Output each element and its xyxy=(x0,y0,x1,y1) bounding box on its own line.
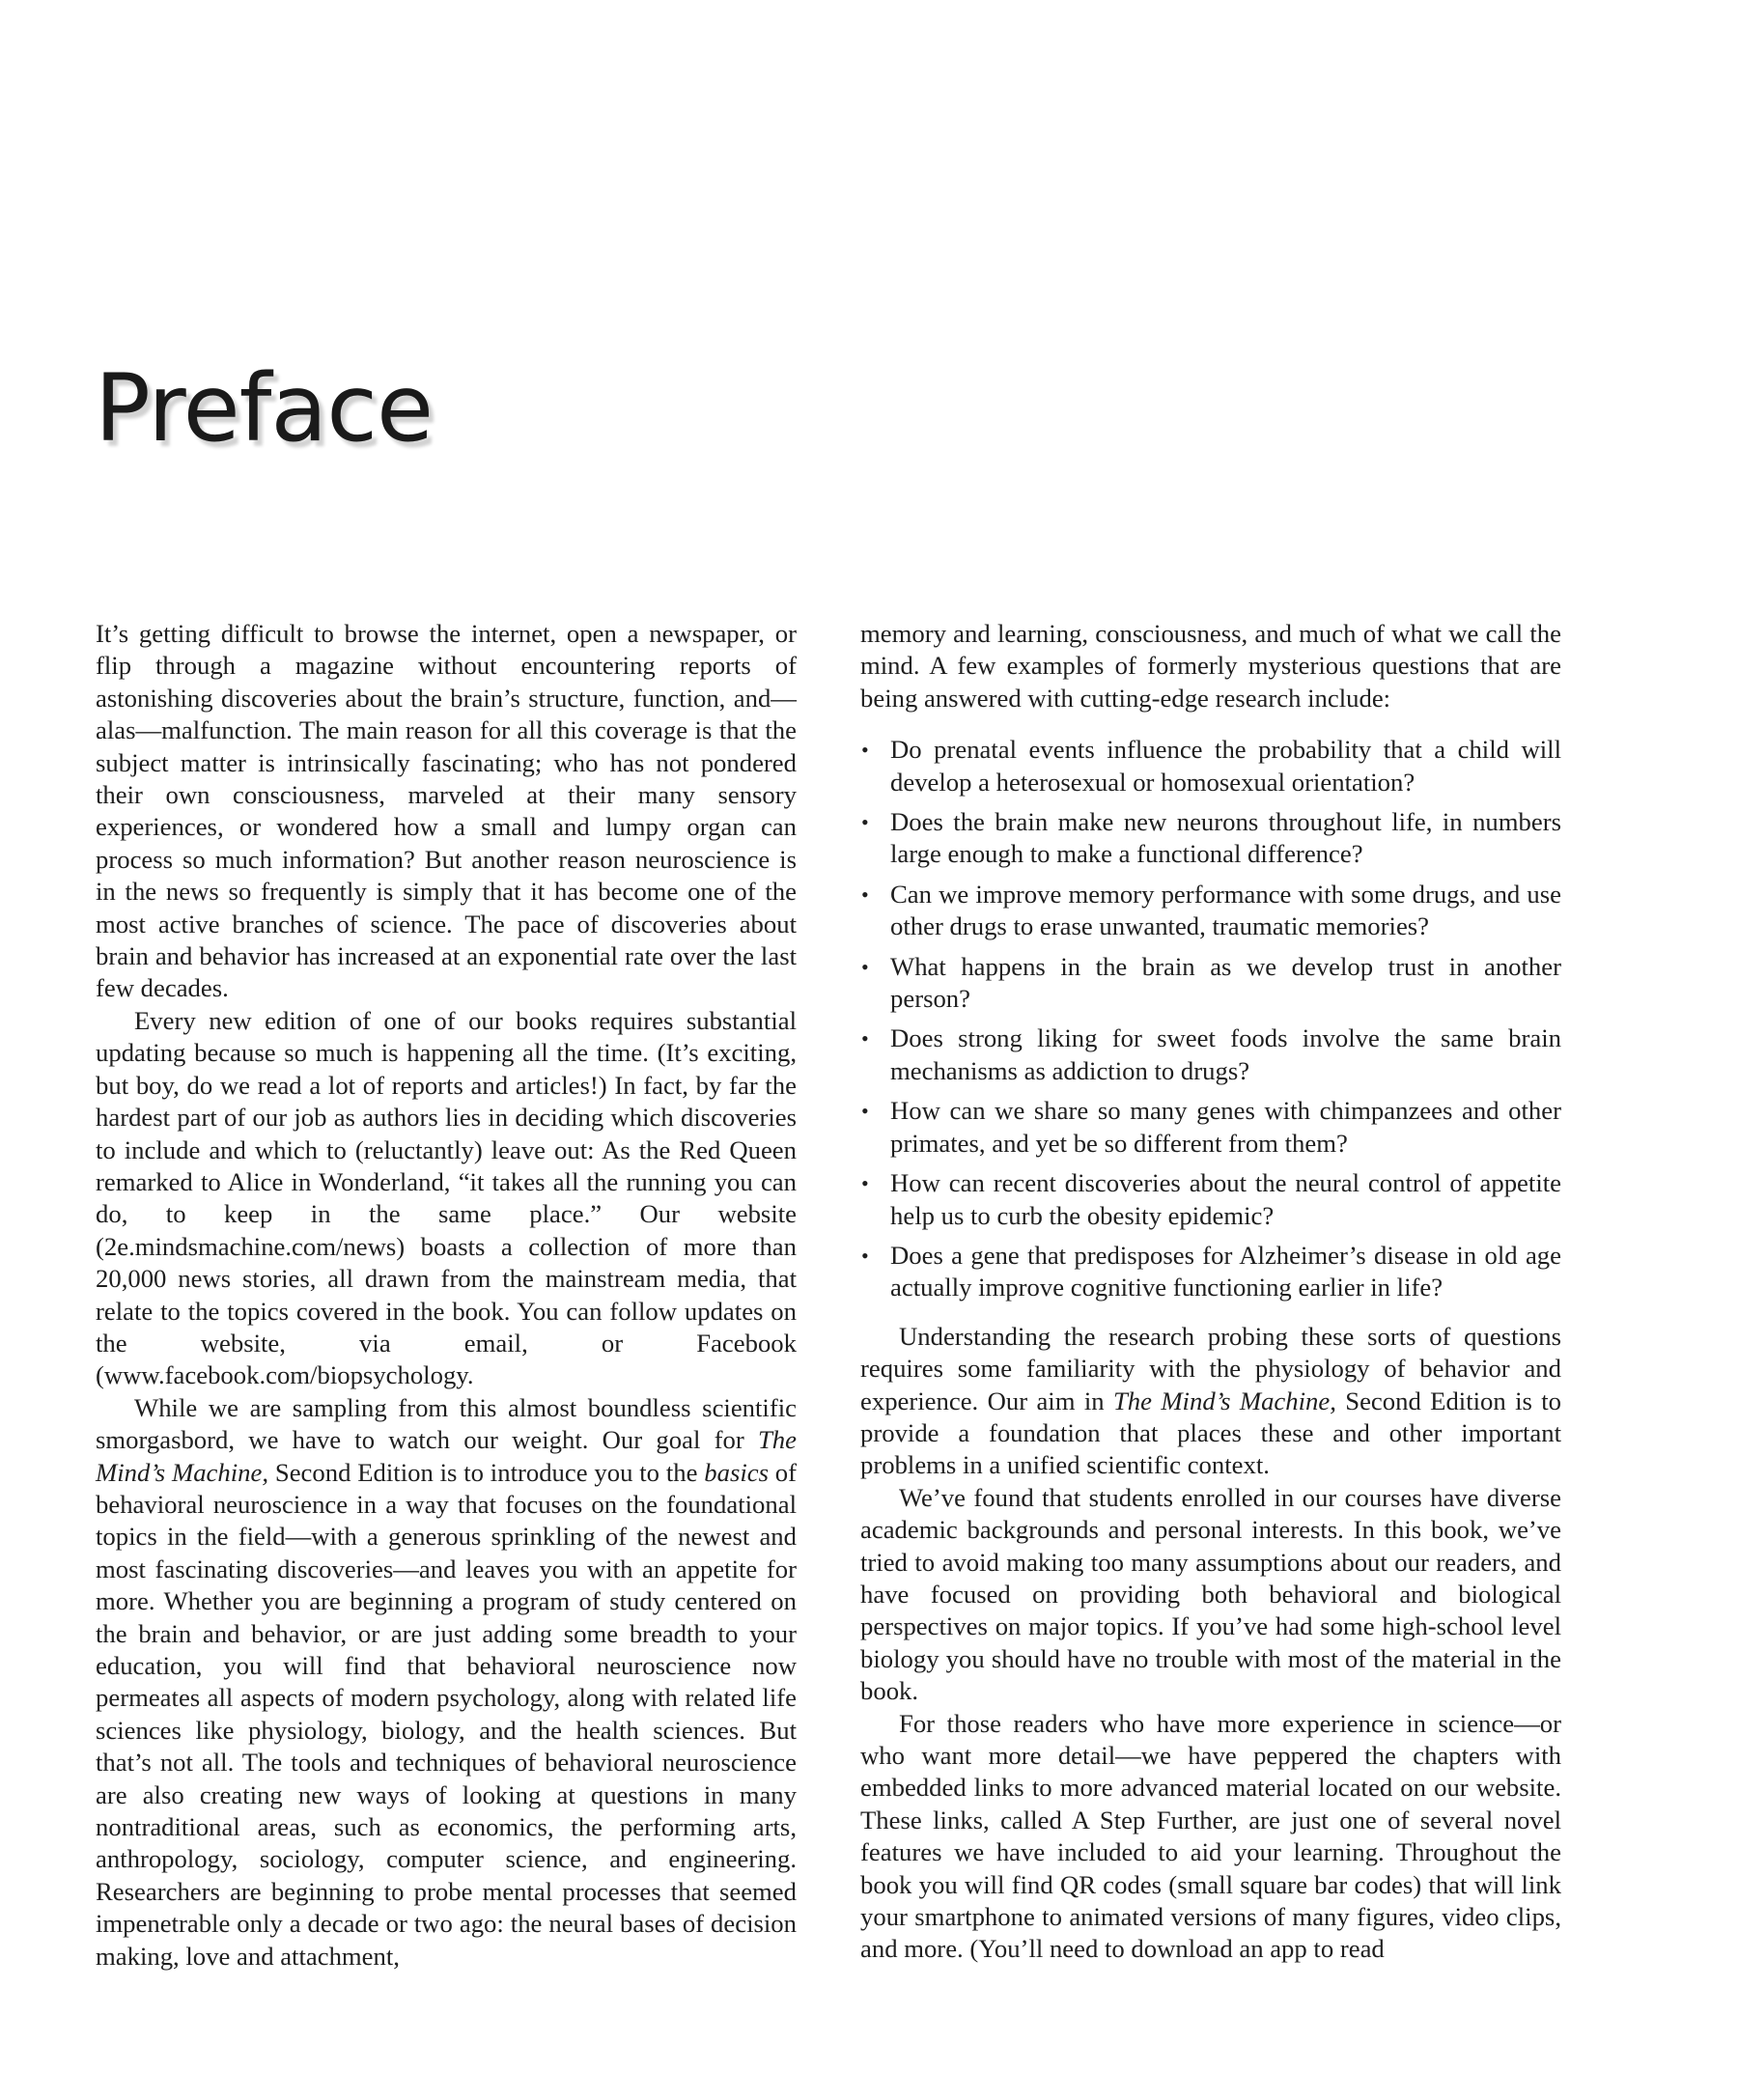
bullet-icon: • xyxy=(861,810,869,835)
list-item-text: What happens in the brain as we develop trust in another person? xyxy=(890,951,1561,1014)
bullet-icon: • xyxy=(861,1243,869,1268)
paragraph-updating: Every new edition of one of our books requires substantial updating because so much is happening all the time. (It’s exciting, but boy, do we read a lot of reports and articles!) In fact, by far the hardest part of our job as authors lies in deciding which discoveries to include and which to (reluctantly) leave out: As the Red Queen remarked to Alice in Wonderland, “it takes all the running you can do, to keep in the same place.” Our website (2e.mindsmachine.com/news) boasts a collection of more than 20,000 news stories, all drawn from the mainstream media, that relate to the topics covered in the book. You can follow updates on the website, via email, or Facebook (www.facebook.com/biopsychology. xyxy=(96,1005,797,1390)
left-column xyxy=(96,618,797,1973)
paragraph-aim-text-b: Second Edition is to provide a foundation that places these and other important problems in a unified scientific context. xyxy=(860,1386,1562,1480)
list-item-text: Does the brain make new neurons throughout life, in numbers large enough to make a functional difference? xyxy=(890,807,1561,869)
paragraph-goal-text-a: While we are sampling from this almost boundless scientific smorgasbord, we have to watch our weight. Our goal for xyxy=(96,1392,797,1455)
list-item xyxy=(860,1240,1561,1304)
paragraph-goal xyxy=(96,1392,797,1973)
right-column xyxy=(860,618,1561,1966)
list-item xyxy=(860,951,1561,1016)
book-title: The Mind’s Machine, xyxy=(96,1425,797,1487)
paragraph-goal-text-b: Second Edition is to introduce you to the xyxy=(268,1457,705,1487)
list-item xyxy=(860,879,1561,943)
paragraph-aim xyxy=(860,1321,1561,1482)
bullet-icon: • xyxy=(861,1099,869,1124)
list-item xyxy=(860,1167,1561,1232)
question-list xyxy=(860,734,1561,1304)
list-item-text: Does strong liking for sweet foods involve the same brain mechanisms as addiction to drugs? xyxy=(890,1023,1561,1085)
paragraph-continued: memory and learning, consciousness, and much of what we call the mind. A few examples of formerly mysterious questions that are being answered with cutting-edge research include: xyxy=(860,619,1561,713)
list-item xyxy=(860,734,1561,798)
bullet-icon: • xyxy=(861,738,869,763)
list-item-text: How can recent discoveries about the neural control of appetite help us to curb the obesity epidemic? xyxy=(890,1168,1561,1230)
book-title: The Mind’s Machine, xyxy=(1112,1386,1336,1415)
paragraph-students: We’ve found that students enrolled in our courses have diverse academic backgrounds and personal interests. In this book, we’ve tried to avoid making too many assumptions about our readers, and have focused on providing both behavioral and biological perspectives on major topics. If you’ve had some high-school level biology you should have no trouble with most of the material in the book. xyxy=(860,1482,1561,1706)
bullet-icon: • xyxy=(861,1171,869,1196)
paragraph-aim-text-a: Understanding the research probing these sorts of questions requires some familiarity with the physiology of behavior and experience. Our aim in xyxy=(860,1321,1561,1415)
list-item xyxy=(860,1095,1561,1160)
page-title: Preface xyxy=(95,354,434,462)
list-item-text: Do prenatal events influence the probability that a child will develop a heterosexual or homosexual orientation? xyxy=(890,735,1561,797)
list-item-text: Does a gene that predisposes for Alzheimer’s disease in old age actually improve cognitive functioning earlier in life? xyxy=(890,1240,1561,1302)
bullet-icon: • xyxy=(861,954,869,979)
paragraph-advanced-readers: For those readers who have more experience in science—or who want more detail—we have peppered the chapters with embedded links to more advanced material located on our website. These links, called A Step Further, are just one of several novel features we have included to aid your learning. Throughout the book you will find QR codes (small square bar codes) that will link your smartphone to animated versions of many figures, video clips, and more. (You’ll need to download an app to read xyxy=(860,1708,1561,1964)
list-item-text: How can we share so many genes with chimpanzees and other primates, and yet be so different from them? xyxy=(890,1096,1561,1158)
bullet-icon: • xyxy=(861,882,869,907)
emphasis-basics: basics xyxy=(704,1457,769,1487)
list-item xyxy=(860,806,1561,871)
list-item xyxy=(860,1022,1561,1087)
list-item-text: Can we improve memory performance with some drugs, and use other drugs to erase unwanted, traumatic memories? xyxy=(890,879,1561,941)
paragraph-intro: It’s getting difficult to browse the internet, open a newspaper, or flip through a magazine without encountering reports of astonishing discoveries about the brain’s structure, function, and—alas—malfunction. The main reason for all this coverage is that the subject matter is intrinsically fascinating; who has not pondered their own consciousness, marveled at their many sensory experiences, or wondered how a small and lumpy organ can process so much information? But another reason neuroscience is in the news so frequently is simply that it has become one of the most active branches of science. The pace of discoveries about brain and behavior has increased at an exponential rate over the last few decades. xyxy=(96,619,797,1003)
bullet-icon: • xyxy=(861,1026,869,1051)
paragraph-goal-text-c: of behavioral neuroscience in a way that focuses on the foundational topics in the field—with a generous sprinkling of the newest and most fascinating discoveries—and leaves you with an appetite for more. Whether you are beginning a program of study centered on the brain and behavior, or are just adding some breadth to your education, you will find that behavioral neuroscience now permeates all aspects of modern psychology, along with related life sciences like physiology, biology, and the health sciences. But that’s not all. The tools and techniques of behavioral neuroscience are also creating new ways of looking at questions in many nontraditional areas, such as economics, the performing arts, anthropology, sociology, computer science, and engineering. Researchers are beginning to probe mental processes that seemed impenetrable only a decade or two ago: the neural bases of decision making, love and attachment, xyxy=(96,1457,798,1971)
